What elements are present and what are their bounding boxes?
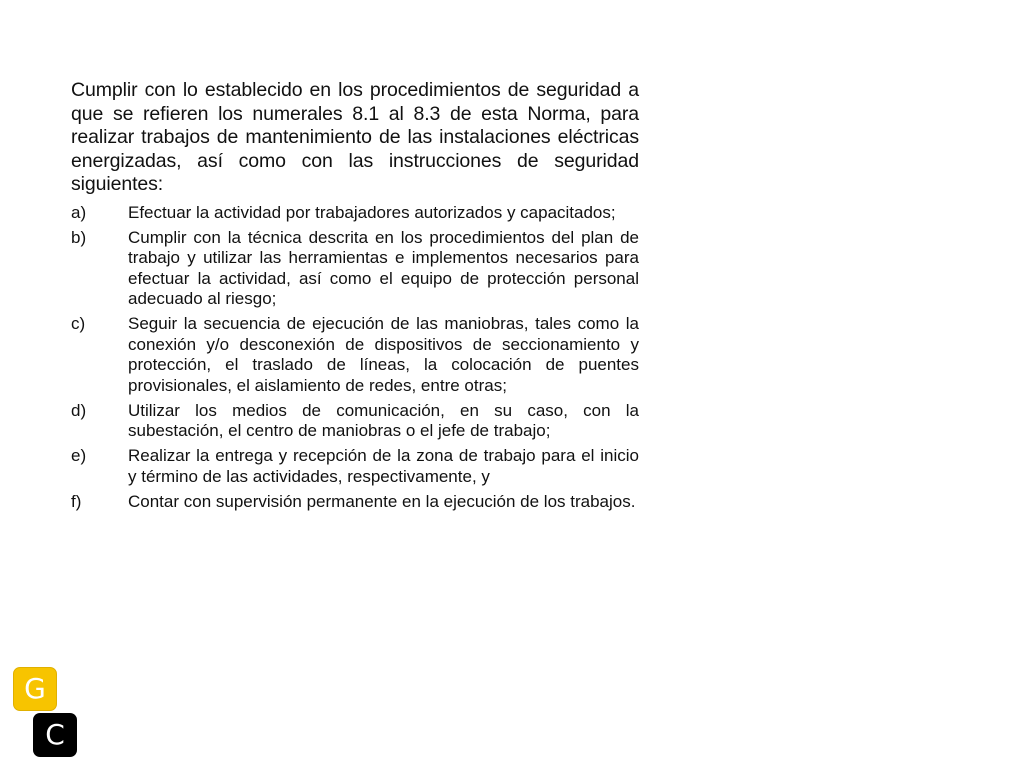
list-item xyxy=(71,401,639,442)
list-item xyxy=(71,228,639,310)
c-logo-badge: C xyxy=(33,713,77,757)
list-marker: a) xyxy=(71,202,87,222)
list-item-text: Contar con supervisión permanente en la ejecución de los trabajos. xyxy=(128,491,636,511)
list-item-text: Seguir la secuencia de ejecución de las maniobras, tales como la conexión y/o desconexión de dispositivos de seccionamiento y protección, el traslado de líneas, la colocación de puentes provisionales, el aislamiento de redes, entre otras; xyxy=(128,314,639,395)
list-marker: c) xyxy=(71,314,86,334)
list-item xyxy=(71,446,639,487)
intro-paragraph: Cumplir con lo establecido en los procedimientos de seguridad a que se refieren los numerales 8.1 al 8.3 de esta Norma, para realizar trabajos de mantenimiento de las instalaciones eléctricas energizadas, así como con las instrucciones de seguridad siguientes: xyxy=(71,79,639,196)
list-item xyxy=(71,314,639,396)
list-marker: b) xyxy=(71,227,87,247)
instructions-list xyxy=(71,203,639,513)
g-logo-badge: G xyxy=(13,667,57,711)
list-item-text: Cumplir con la técnica descrita en los procedimientos del plan de trabajo y utilizar las herramientas e implementos necesarios para efectuar la actividad, así como el equipo de protección personal adecuado al riesgo; xyxy=(128,227,639,309)
list-marker: f) xyxy=(71,491,82,511)
list-item-text: Efectuar la actividad por trabajadores autorizados y capacitados; xyxy=(128,202,616,222)
list-marker: e) xyxy=(71,446,87,466)
list-item xyxy=(71,492,639,513)
list-item xyxy=(71,203,639,224)
document-body xyxy=(71,79,639,517)
list-item-text: Utilizar los medios de comunicación, en su caso, con la subestación, el centro de maniobras o el jefe de trabajo; xyxy=(128,400,639,441)
list-item-text: Realizar la entrega y recepción de la zona de trabajo para el inicio y término de las actividades, respectivamente, y xyxy=(128,446,639,486)
list-marker: d) xyxy=(71,400,87,420)
